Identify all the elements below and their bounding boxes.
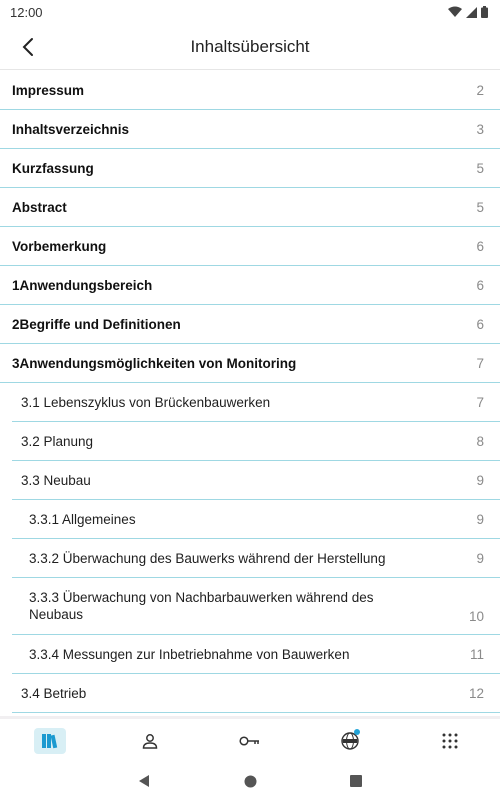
toc-item[interactable]: [0, 344, 500, 383]
toc-item[interactable]: [0, 188, 500, 227]
toc-item-page: 6: [476, 316, 484, 332]
nav-library[interactable]: [20, 721, 80, 761]
toc-item-title: Kurzfassung: [12, 160, 94, 176]
chevron-left-icon: [21, 37, 35, 57]
toc-item-page: 10: [468, 609, 484, 624]
toc-item-title: 3.3 Neubau: [21, 472, 91, 488]
toc-item-page: 5: [476, 160, 484, 176]
system-recents-button[interactable]: [303, 762, 409, 800]
toc-item[interactable]: [12, 461, 500, 500]
toc-item-title: Impressum: [12, 82, 85, 98]
toc-item-title: 3.2 Planung: [21, 433, 94, 449]
toc-list[interactable]: [0, 71, 500, 716]
toc-item-title: 1Anwendungsbereich: [12, 277, 153, 293]
toc-item-page: 7: [476, 394, 484, 410]
toc-item[interactable]: [12, 674, 500, 713]
toc-item-page: 9: [476, 472, 484, 488]
toc-item-page: 11: [469, 646, 484, 662]
toc-item-page: 2: [476, 82, 484, 98]
toc-item-page: 3: [476, 121, 484, 137]
toc-item-title: 3.1 Lebenszyklus von Brückenbauwerken: [21, 394, 271, 410]
toc-item[interactable]: [0, 110, 500, 149]
toc-item-title: 3.3.1 Allgemeines: [29, 511, 136, 527]
status-time: 12:00: [10, 4, 43, 20]
wifi-icon: [448, 6, 462, 18]
toc-item[interactable]: [0, 305, 500, 344]
toc-item[interactable]: [0, 71, 500, 110]
signal-icon: [466, 7, 477, 18]
toc-item-page: 6: [476, 238, 484, 254]
system-back-button[interactable]: [91, 762, 197, 800]
library-icon: [34, 728, 66, 754]
toc-item-title: 3.3.2 Überwachung des Bauwerks während der Herstellung: [29, 550, 386, 566]
back-button[interactable]: [0, 24, 56, 70]
toc-item-title: Vorbemerkung: [12, 238, 107, 254]
key-icon: [234, 728, 266, 754]
square-recents-icon: [350, 775, 362, 787]
toc-item-title: Inhaltsverzeichnis: [12, 121, 130, 137]
triangle-back-icon: [138, 774, 150, 788]
toc-item-page: 9: [476, 550, 484, 566]
news-globe-icon: [334, 728, 366, 754]
toc-item-page: 7: [476, 355, 484, 371]
toc-item-page: 8: [476, 433, 484, 449]
toc-item-title: 3.4 Betrieb: [21, 685, 87, 701]
toc-item-title: 3Anwendungsmöglichkeiten von Monitoring: [12, 355, 297, 371]
toc-item-title: Abstract: [12, 199, 67, 215]
system-home-button[interactable]: [197, 762, 303, 800]
toc-item-page: 12: [468, 685, 484, 701]
toc-item-page: 9: [476, 511, 484, 527]
toc-item-title: 2Begriffe und Definitionen: [12, 316, 181, 332]
toc-item[interactable]: [0, 266, 500, 305]
toc-item-title: 3.3.4 Messungen zur Inbetriebnahme von Bauwerken: [29, 646, 350, 662]
person-icon: [134, 728, 166, 754]
status-icons: [448, 6, 488, 18]
toc-item[interactable]: [12, 500, 500, 539]
nav-access[interactable]: [220, 721, 280, 761]
battery-icon: [481, 6, 488, 18]
bottom-nav: [0, 716, 500, 762]
toc-item[interactable]: [0, 227, 500, 266]
toc-item[interactable]: [12, 422, 500, 461]
toc-item[interactable]: [12, 635, 500, 674]
circle-home-icon: [244, 775, 257, 788]
apps-grid-icon: [434, 728, 466, 754]
app-bar: [0, 24, 500, 70]
status-bar: [0, 0, 500, 24]
nav-news[interactable]: [320, 721, 380, 761]
toc-item[interactable]: [0, 149, 500, 188]
toc-item[interactable]: [12, 539, 500, 578]
toc-item-page: 5: [476, 199, 484, 215]
nav-profile[interactable]: [120, 721, 180, 761]
system-nav-bar: [0, 762, 500, 800]
page-title: Inhaltsübersicht: [190, 36, 310, 56]
toc-item[interactable]: [12, 578, 500, 635]
toc-item[interactable]: [12, 383, 500, 422]
nav-more[interactable]: [420, 721, 480, 761]
toc-item-title: 3.3.3 Überwachung von Nachbarbauwerken während des Neubaus: [29, 590, 374, 622]
toc-item-page: 6: [476, 277, 484, 293]
notification-dot: [354, 729, 360, 735]
